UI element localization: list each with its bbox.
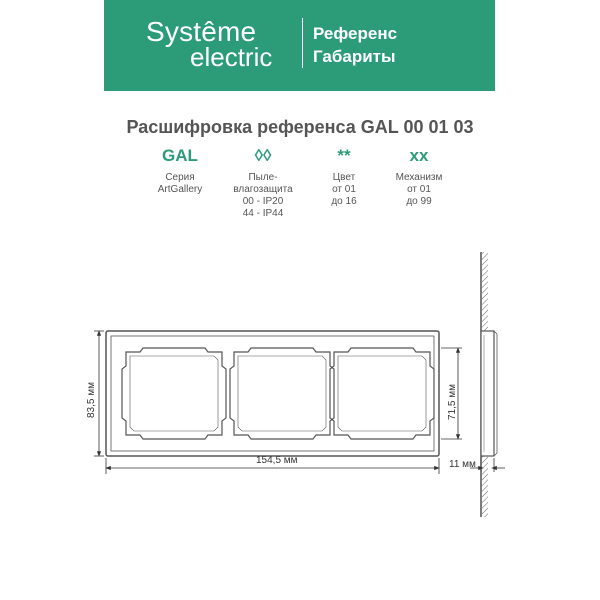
frame-outer (106, 331, 439, 456)
cutout-2 (230, 348, 334, 439)
desc-line: 44 - IP44 (242, 208, 284, 219)
banner-label-reference: Референс (313, 24, 398, 43)
code-protection: ◊◊ (254, 146, 272, 165)
brand-name: Systême (146, 16, 257, 47)
desc-line: Пыле- (248, 172, 278, 183)
desc-line: ArtGallery (157, 184, 203, 195)
desc-line: Цвет (332, 172, 356, 183)
cutout-1 (122, 348, 226, 439)
banner-label-dimensions: Габариты (313, 47, 396, 66)
cutout-3 (330, 348, 434, 439)
page-title: Расшифровка референса GAL 00 01 03 (126, 117, 474, 137)
code-series: GAL (162, 146, 198, 165)
frame-inner (111, 336, 434, 451)
desc-line: влагозащита (233, 184, 293, 195)
inner-height-label: 71,5 мм (447, 384, 458, 420)
frame-profile (481, 331, 494, 456)
desc-line: Серия (165, 172, 195, 183)
desc-line: Механизм (395, 172, 443, 183)
depth-label: 11 мм (449, 459, 476, 470)
desc-line: от 01 (407, 184, 431, 195)
desc-line: до 99 (406, 196, 432, 207)
front-view (106, 331, 439, 456)
code-mechanism: xx (409, 146, 429, 165)
height-label: 83,5 мм (86, 382, 97, 418)
dimension-lines (94, 331, 462, 474)
brand-subname: electric (190, 42, 273, 72)
desc-line: до 16 (331, 196, 357, 207)
desc-line: от 01 (332, 184, 356, 195)
side-view (470, 252, 505, 517)
desc-line: 00 - IP20 (242, 196, 284, 207)
code-color: ** (337, 146, 351, 165)
width-label: 154,5 мм (256, 455, 298, 466)
